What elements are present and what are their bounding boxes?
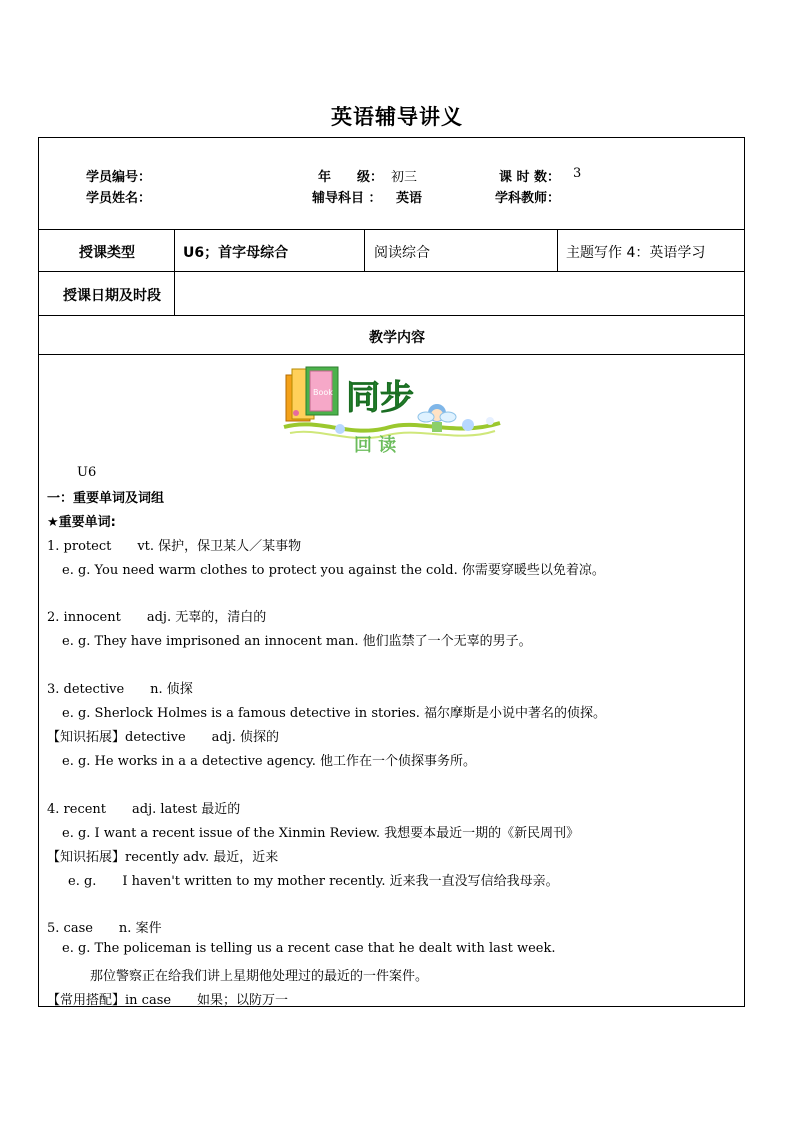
lesson-type-label: 授课类型 [79,245,135,261]
lessons-label: 课 时 数： [499,170,561,185]
content-header: 教学内容 [369,330,425,346]
word-entry: 2. innocent adj. 无辜的，清白的 [47,610,267,625]
subject-value: 英语 [396,191,423,206]
grade-label: 年 级： [318,170,384,185]
column-divider [364,229,365,271]
student-id-label: 学员编号： [86,170,152,185]
column-divider [557,229,558,271]
teacher-label: 学科教师： [495,191,561,206]
word-entry: 4. recent adj. latest 最近的 [47,802,241,817]
section-heading: 一：重要单词及词组 [47,491,165,506]
lessons-value: 3 [573,166,582,181]
example-sentence: e. g. Sherlock Holmes is a famous detective in stories. 福尔摩斯是小说中著名的侦探。 [62,706,607,721]
word-entry: 1. protect vt. 保护，保卫某人／某事物 [47,539,302,554]
example-sentence: e. g. I haven't written to my mother recently. 近来我一直没写信给我母亲。 [68,874,559,889]
example-sentence: e. g. He works in a a detective agency. 他工作在一个侦探事务所。 [62,754,477,769]
unit-cell [183,242,288,262]
example-sentence: e. g. The policeman is telling us a recent case that he dealt with last week. [62,941,556,956]
example-translation: 那位警察正在给我们讲上星期他处理过的最近的一件案件。 [90,969,429,984]
subsection-heading: ★重要单词: [47,515,116,530]
topic-cell: 主题写作 4：英语学习 [566,245,706,261]
logo-subtitle: 回 读 [354,435,397,455]
unit-label: U6 [77,465,97,480]
logo-title: 同步 [346,378,414,418]
subject-label: 辅导科目 ： [312,191,382,206]
table-divider [38,354,745,355]
knowledge-extension: 【知识拓展】recently adv. 最近，近来 [47,850,279,865]
example-sentence: e. g. They have imprisoned an innocent man. 他们监禁了一个无辜的男子。 [62,634,532,649]
grade-value: 初三 [391,170,418,185]
table-divider [38,229,745,230]
lesson-date-label: 授课日期及时段 [63,288,161,304]
word-entry: 5. case n. 案件 [47,921,162,936]
common-collocation: 【常用搭配】in case 如果；以防万一 [47,993,289,1008]
reading-cell: 阅读综合 [374,245,430,261]
page-title: 英语辅导讲义 [331,105,463,129]
unit-cell-text: U6；首字母综合 [183,245,289,261]
books-icon [286,367,338,421]
book-label: Book [313,388,333,397]
example-sentence: e. g. You need warm clothes to protect you against the cold. 你需要穿暖些以免着凉。 [62,563,605,578]
column-divider [174,229,175,315]
table-divider [38,315,745,316]
example-sentence: e. g. I want a recent issue of the Xinmin Review. 我想要本最近一期的《新民周刊》 [62,826,580,841]
sync-review-logo [280,357,505,455]
word-entry: 3. detective n. 侦探 [47,682,193,697]
table-divider [38,271,745,272]
student-name-label: 学员姓名： [86,191,152,206]
knowledge-extension: 【知识拓展】detective adj. 侦探的 [47,730,280,745]
